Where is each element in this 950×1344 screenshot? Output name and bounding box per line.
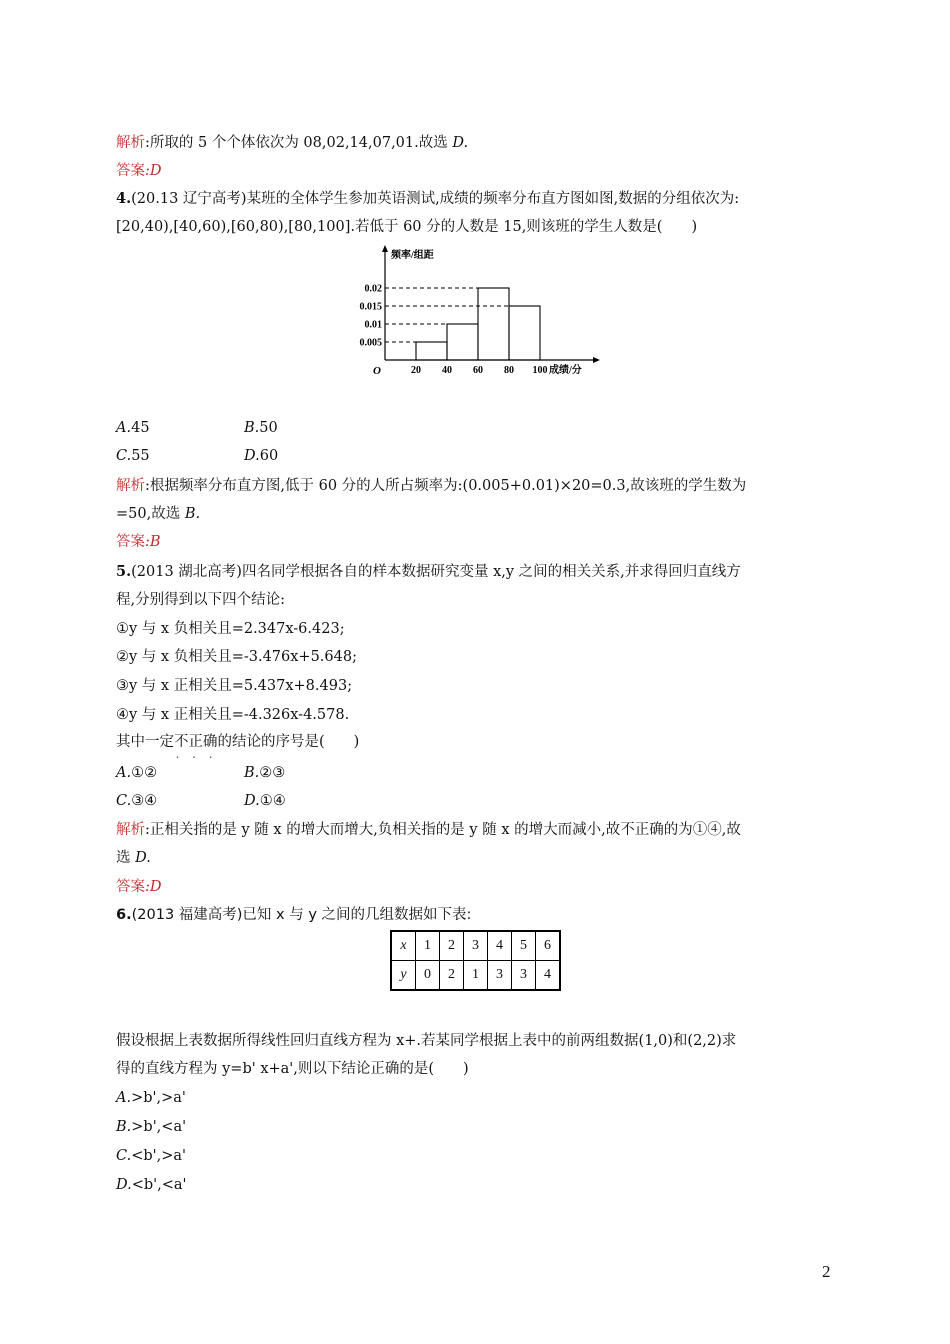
table-cell: 1 <box>416 931 440 961</box>
y-axis-arrow <box>382 245 388 252</box>
analysis-text: :所取的 5 个个体依次为 08,02,14,07,01.故选 <box>145 135 453 151</box>
analysis-choice: B. <box>184 506 201 522</box>
table-row-y <box>391 961 560 991</box>
answer-label: 答案 <box>116 534 145 550</box>
analysis-label: 解析 <box>116 135 145 151</box>
stem-text: (2013 福建高考)已知 x 与 y 之间的几组数据如下表: <box>131 907 472 923</box>
q4-answer <box>116 532 161 552</box>
answer-value: :D <box>145 163 162 179</box>
x-tick-label: 20 <box>411 365 421 376</box>
q6-option-d: D.<b',<a' <box>116 1177 187 1193</box>
data-table <box>390 930 561 991</box>
question-number: 5. <box>116 563 132 580</box>
table-cell: 2 <box>440 961 464 991</box>
frequency-histogram <box>340 242 610 382</box>
q6-text-line2: 得的直线方程为 y=b' x+a',则以下结论正确的是( ) <box>116 1061 469 1077</box>
q5-option-d: D.①④ <box>244 793 286 809</box>
question-number: 6. <box>116 907 132 923</box>
q6-option-a: A.>b',>a' <box>116 1090 186 1106</box>
stem-text: (2013 湖北高考)四名同学根据各自的样本数据研究变量 x,y 之间的相关关系,并求得回归直线方 <box>131 564 741 580</box>
histogram-bar <box>416 342 447 360</box>
y-axis-title: 频率/组距 <box>391 250 434 261</box>
x-tick-label: 100 <box>532 365 548 376</box>
q4-analysis-line2: =50,故选 B. <box>116 506 201 522</box>
q4-option-a: A.45 <box>116 420 150 436</box>
table-cell: 6 <box>536 931 561 961</box>
histogram-bar <box>478 288 509 360</box>
q5-conclusion-4: ④y 与 x 正相关且=-4.326x-4.578. <box>116 707 350 723</box>
question-number: 4. <box>116 190 132 207</box>
q5-analysis-line1 <box>116 820 741 840</box>
histogram-labels <box>360 248 582 377</box>
table-cell: 3 <box>488 961 512 991</box>
table-cell: 5 <box>512 931 536 961</box>
q6-option-c: C.<b',>a' <box>116 1148 186 1164</box>
q4-analysis-line1 <box>116 476 746 496</box>
table-cell: x <box>391 931 416 961</box>
q5-option-b: B.②③ <box>244 765 286 781</box>
y-tick-label: 0.01 <box>364 319 382 331</box>
answer-label: 答案 <box>116 879 145 895</box>
table-cell: 4 <box>488 931 512 961</box>
histogram-bar <box>447 324 478 360</box>
q6-stem <box>116 905 471 925</box>
analysis-choice: D. <box>452 135 469 151</box>
q5-stem-line2: 程,分别得到以下四个结论: <box>116 592 285 608</box>
q3-answer <box>116 161 162 181</box>
x-tick-label: 40 <box>442 365 452 376</box>
analysis-choice: D. <box>135 850 151 866</box>
q3-analysis <box>116 133 468 153</box>
table-cell: 0 <box>416 961 440 991</box>
q6-text-line1: 假设根据上表数据所得线性回归直线方程为 x+.若某同学根据上表中的前两组数据(1,0)和(2,2)求 <box>116 1033 737 1049</box>
x-axis-title: 成绩/分 <box>549 365 582 376</box>
emphasis-dots: 不正确 • • • <box>174 734 218 750</box>
origin-label: O <box>373 365 381 377</box>
y-tick-label: 0.02 <box>364 283 382 295</box>
answer-value: :D <box>145 879 162 895</box>
q5-question: 其中一定不正确 • • •的结论的序号是( ) <box>116 732 359 752</box>
histogram-bar <box>509 306 540 360</box>
q5-analysis-line2: 选 D. <box>116 850 151 866</box>
analysis-label: 解析 <box>116 822 145 838</box>
x-axis-arrow <box>593 357 600 363</box>
analysis-label: 解析 <box>116 478 145 494</box>
page-number: 2 <box>822 1262 831 1281</box>
stem-text: (20.13 辽宁高考)某班的全体学生参加英语测试,成绩的频率分布直方图如图,数据的分组依次为: <box>131 191 740 207</box>
table-cell: y <box>391 961 416 991</box>
table-cell: 2 <box>440 931 464 961</box>
analysis-text: :正相关指的是 y 随 x 的增大而增大,负相关指的是 y 随 x 的增大而减小,故不正确的为①④,故 <box>145 822 741 838</box>
table-cell: 3 <box>512 961 536 991</box>
answer-value: :B <box>145 534 161 550</box>
q4-option-c: C.55 <box>116 448 150 464</box>
q5-answer <box>116 877 162 897</box>
q4-stem-line1 <box>116 189 739 209</box>
q5-conclusion-2: ②y 与 x 负相关且=-3.476x+5.648; <box>116 649 357 665</box>
q5-option-a: A.①② <box>116 765 158 781</box>
table-cell: 1 <box>464 961 488 991</box>
table-cell: 4 <box>536 961 561 991</box>
analysis-text: :根据频率分布直方图,低于 60 分的人所占频率为:(0.005+0.01)×20=0.3,故该班的学生数为 <box>145 478 747 494</box>
table-row-x <box>391 931 560 961</box>
q5-stem-line1 <box>116 562 741 582</box>
y-tick-label: 0.015 <box>359 301 382 313</box>
q5-conclusion-3: ③y 与 x 正相关且=5.437x+8.493; <box>116 678 353 694</box>
q4-option-d: D.60 <box>244 448 279 464</box>
q5-conclusion-1: ①y 与 x 负相关且=2.347x-6.423; <box>116 621 345 637</box>
histogram-axes <box>382 245 600 363</box>
q6-option-b: B.>b',<a' <box>116 1119 187 1135</box>
answer-label: 答案 <box>116 163 145 179</box>
x-tick-label: 80 <box>504 365 514 376</box>
q4-option-b: B.50 <box>244 420 278 436</box>
q4-stem-line2: [20,40),[40,60),[60,80),[80,100].若低于 60 分的人数是 15,则该班的学生人数是( ) <box>116 219 698 235</box>
table-cell: 3 <box>464 931 488 961</box>
y-tick-label: 0.005 <box>359 337 382 349</box>
x-tick-label: 60 <box>473 365 483 376</box>
q5-option-c: C.③④ <box>116 793 158 809</box>
